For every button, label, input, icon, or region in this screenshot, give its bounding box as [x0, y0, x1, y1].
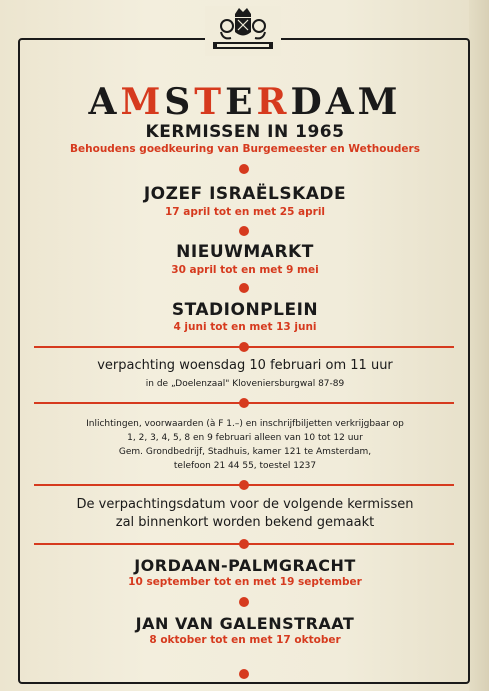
- fair-dates: 30 april tot en met 9 mei: [171, 264, 319, 276]
- title-letter: D: [290, 81, 326, 123]
- info-line: 1, 2, 3, 4, 5, 8 en 9 februari alleen van 10 tot 12 uur: [127, 433, 363, 443]
- amsterdam-coat-of-arms-icon: [205, 6, 281, 56]
- title-letter: R: [256, 81, 291, 123]
- title-letter: M: [120, 81, 165, 123]
- title-letter: A: [88, 81, 121, 123]
- divider-dot: [239, 164, 249, 174]
- info-line: Inlichtingen, voorwaarden (à F 1.–) en inschrijfbiljetten verkrijgbaar op: [86, 419, 404, 429]
- divider-dot: [239, 283, 249, 293]
- title-letter: M: [357, 81, 402, 123]
- fair-dates: 17 april tot en met 25 april: [164, 206, 326, 218]
- fair-dates: 4 juni tot en met 13 juni: [173, 321, 317, 333]
- divider-dot: [239, 597, 249, 607]
- fair-name: NIEUWMARKT: [176, 242, 314, 262]
- divider: [34, 398, 454, 408]
- auction-line: verpachting woensdag 10 februari om 11 uur: [97, 358, 393, 373]
- fair-name: STADIONPLEIN: [171, 300, 319, 320]
- fair-dates: 10 september tot en met 19 september: [128, 576, 362, 588]
- subtitle: KERMISSEN IN 1965: [145, 122, 345, 142]
- notice-line: De verpachtingsdatum voor de volgende kermissen: [76, 497, 414, 512]
- divider: [34, 539, 454, 549]
- info-line: Gem. Grondbedrijf, Stadhuis, kamer 121 te Amsterdam,: [118, 447, 372, 457]
- fair-name: JAN VAN GALENSTRAAT: [135, 614, 355, 633]
- auction-location: in de „Doelenzaal" Kloveniersburgwal 87-89: [145, 379, 345, 389]
- title-letter: A: [325, 81, 358, 123]
- title-letter: E: [225, 81, 257, 123]
- poster-title: [30, 81, 460, 123]
- fair-dates: 8 oktober tot en met 17 oktober: [149, 634, 341, 646]
- page-edge: [469, 0, 489, 691]
- divider: [34, 480, 454, 490]
- notice-line: zal binnenkort worden bekend gemaakt: [115, 515, 375, 530]
- divider-dot: [239, 226, 249, 236]
- divider: [34, 342, 454, 352]
- fair-name: JOZEF ISRAËLSKADE: [143, 184, 347, 204]
- divider-dot: [239, 669, 249, 679]
- title-letter: T: [194, 81, 226, 123]
- title-letter: S: [164, 81, 195, 123]
- fair-name: JORDAAN-PALMGRACHT: [134, 556, 356, 575]
- info-line: telefoon 21 44 55, toestel 1237: [173, 461, 317, 471]
- approval-note: Behoudens goedkeuring van Burgemeester en Wethouders: [70, 143, 420, 155]
